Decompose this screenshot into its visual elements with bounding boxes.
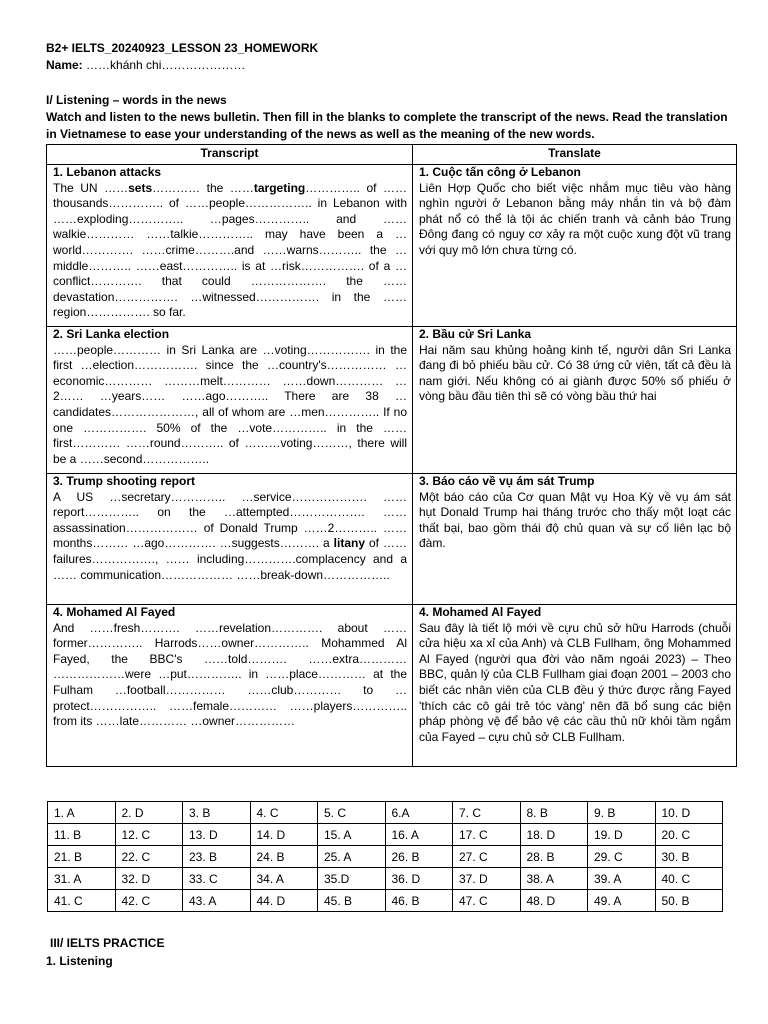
answer-cell: 44. D <box>250 890 318 912</box>
answer-cell: 11. B <box>48 824 116 846</box>
section-3-title: III/ IELTS PRACTICE <box>50 936 165 950</box>
answer-cell: 18. D <box>520 824 588 846</box>
table-row <box>47 165 737 327</box>
translate-text: Hai năm sau khủng hoảng kinh tế, người dân Sri Lanka đang đi bỏ phiếu bầu cử. Có 38 ứng cử viên, tất cả đều là nam giới. Nếu không có ai giành được 50% số phiếu ở vòng bầu đầu tiên thì sẽ có vòng bầu thứ hai <box>419 342 731 404</box>
answer-cell: 10. D <box>655 802 723 824</box>
transcript-text: ……people………… in Sri Lanka are …voting……………. in the first …election……………. since the …country's…………… … economic………… ………melt………… ……down………… …2…… …years…… ……ago……….. There are 38 … candidates…………………, all of whom are …men………….. If no one ……………. 50% of the …vote………….. in the …… first………… ……round……….. of ………voting………, there will be a ……second…………….. <box>53 342 407 466</box>
transcript-cell-fayed <box>47 605 413 767</box>
answer-cell: 35.D <box>318 868 386 890</box>
answer-key-table <box>47 801 723 912</box>
answer-cell: 21. B <box>48 846 116 868</box>
answer-cell: 25. A <box>318 846 386 868</box>
table-row <box>48 846 723 868</box>
transcript-table-header <box>47 145 737 165</box>
answer-cell: 37. D <box>453 868 521 890</box>
translate-cell-sri-lanka <box>413 327 737 474</box>
table-row <box>48 802 723 824</box>
transcript-cell-lebanon <box>47 165 413 327</box>
answer-cell: 14. D <box>250 824 318 846</box>
answer-cell: 3. B <box>183 802 251 824</box>
translate-text: Sau đây là tiết lộ mới về cựu chủ sở hữu Harrods (chuỗi cửa hiệu xa xỉ của Anh) và CLB Fullham, ông Mohammed Al Fayed (người qua đời vào năm ngoái 2023) – Theo BBC, quản lý của CLB Fullham giai đoạn 2001 – 2003 cho biết các nhân viên của CLB đều ý thức được rằng Fayed 'thích các cô gái trẻ tóc vàng' nên đã bổ sung các biện pháp phòng vệ để bảo vệ các cầu thủ nữ khỏi tầm ngắm của Fayed – cựu chủ sở CLB Fullham. <box>419 620 731 744</box>
answer-cell: 27. C <box>453 846 521 868</box>
transcript-table <box>46 144 737 767</box>
answer-cell: 34. A <box>250 868 318 890</box>
transcript-cell-sri-lanka <box>47 327 413 474</box>
answer-cell: 50. B <box>655 890 723 912</box>
section-1-title: I/ Listening – words in the news <box>46 93 227 107</box>
table-row <box>47 605 737 767</box>
answer-cell: 30. B <box>655 846 723 868</box>
transcript-text: ………… the …… <box>152 180 254 195</box>
translate-title-lebanon: 1. Cuộc tấn công ở Lebanon <box>419 165 581 179</box>
transcript-cell-trump <box>47 474 413 605</box>
answer-cell: 15. A <box>318 824 386 846</box>
section-3-subtitle: 1. Listening <box>46 954 113 968</box>
name-value: ……khánh chi………………… <box>86 58 246 72</box>
answer-cell: 8. B <box>520 802 588 824</box>
filled-word: sets <box>128 180 153 195</box>
transcript-title-lebanon: 1. Lebanon attacks <box>53 165 162 179</box>
translate-cell-fayed <box>413 605 737 767</box>
answer-cell: 45. B <box>318 890 386 912</box>
answer-cell: 22. C <box>115 846 183 868</box>
filled-word: litany <box>333 536 366 551</box>
answer-cell: 48. D <box>520 890 588 912</box>
answer-cell: 4. C <box>250 802 318 824</box>
transcript-text: A US …secretary………….. …service………………. …… report………….. on the …attempted………………. …… assassination……………… of Donald Trump ……2……….. ……months……… …ago…………. …suggests………. a <box>53 489 407 551</box>
table-row <box>47 327 737 474</box>
name-line <box>46 57 736 74</box>
answer-cell: 38. A <box>520 868 588 890</box>
answer-cell: 24. B <box>250 846 318 868</box>
answer-cell: 41. C <box>48 890 116 912</box>
answer-cell: 6.A <box>385 802 453 824</box>
table-row <box>48 890 723 912</box>
filled-word: targeting <box>253 180 306 195</box>
translate-text: Một báo cáo của Cơ quan Mật vụ Hoa Kỳ về vụ ám sát hụt Donald Trump hai tháng trước cho thấy một loạt các thất bại, bao gồm thái độ chủ quan và sự cố liên lạc bộ đàm. <box>419 489 731 551</box>
answer-cell: 17. C <box>453 824 521 846</box>
answer-cell: 5. C <box>318 802 386 824</box>
table-row <box>48 824 723 846</box>
translate-title-trump: 3. Báo cáo về vụ ám sát Trump <box>419 474 595 488</box>
answer-cell: 33. C <box>183 868 251 890</box>
translate-text: Liên Hợp Quốc cho biết việc nhắm mục tiêu vào hàng nghìn người ở Lebanon bằng máy nhắn tin và bộ đàm phát nổ có thể là tội ác chiến tranh và cảnh báo Trung Đông đang có nguy cơ xảy ra một cuộc xung đột vũ trang với quy mô lớn chưa từng có. <box>419 180 731 257</box>
transcript-title-sri-lanka: 2. Sri Lanka election <box>53 327 170 341</box>
section-3-block <box>46 934 164 970</box>
translate-cell-lebanon <box>413 165 737 327</box>
transcript-text: of ……failures……………., …… including………….complacency and a …… communication……………… ……break-down…………….. <box>53 536 407 582</box>
answer-cell: 39. A <box>588 868 656 890</box>
col-header-transcript: Transcript <box>47 145 413 165</box>
table-row <box>48 868 723 890</box>
table-row <box>47 474 737 605</box>
col-header-translate: Translate <box>413 145 737 165</box>
answer-cell: 36. D <box>385 868 453 890</box>
answer-cell: 23. B <box>183 846 251 868</box>
section-1-instructions: Watch and listen to the news bulletin. Then fill in the blanks to complete the transcript of the news. Read the translation in Vietnamese to ease your understanding of the news as well as the meaning of the new words. <box>46 110 728 141</box>
document-title: B2+ IELTS_20240923_LESSON 23_HOMEWORK <box>46 41 319 55</box>
transcript-text: The UN …… <box>53 180 129 195</box>
answer-cell: 43. A <box>183 890 251 912</box>
transcript-title-fayed: 4. Mohamed Al Fayed <box>53 605 176 619</box>
translate-title-fayed: 4. Mohamed Al Fayed <box>419 605 542 619</box>
answer-cell: 46. B <box>385 890 453 912</box>
answer-cell: 7. C <box>453 802 521 824</box>
transcript-text: And ……fresh………. ……revelation…………. about …… former………….. Harrods……owner………….. Mohammed Al Fayed, the BBC's ……told………. ……extra………… ………………were …put………….. in ……place………… at the Fulham …football…………… ……club………… to … protect…………….. ……female………… ……players………….. from its ……late………… …owner…………… <box>53 620 407 729</box>
name-label: Name: <box>46 58 83 72</box>
translate-cell-trump <box>413 474 737 605</box>
answer-cell: 13. D <box>183 824 251 846</box>
answer-cell: 42. C <box>115 890 183 912</box>
answer-cell: 32. D <box>115 868 183 890</box>
document-page <box>46 40 736 767</box>
answer-cell: 26. B <box>385 846 453 868</box>
answer-cell: 49. A <box>588 890 656 912</box>
answer-cell: 31. A <box>48 868 116 890</box>
answer-cell: 9. B <box>588 802 656 824</box>
answer-cell: 19. D <box>588 824 656 846</box>
answer-cell: 47. C <box>453 890 521 912</box>
answer-cell: 28. B <box>520 846 588 868</box>
answer-cell: 20. C <box>655 824 723 846</box>
answer-cell: 40. C <box>655 868 723 890</box>
answer-cell: 12. C <box>115 824 183 846</box>
answer-cell: 29. C <box>588 846 656 868</box>
translate-title-sri-lanka: 2. Bầu cử Sri Lanka <box>419 327 532 341</box>
transcript-title-trump: 3. Trump shooting report <box>53 474 196 488</box>
answer-cell: 1. A <box>48 802 116 824</box>
transcript-text: ………….. of …… thousands………….. of ……people…………….. in Lebanon with ……exploding………….. …pages………….. and …… walkie………… ……talkie………….. may have been a … world…………. ……crime……….and ……warns……….. the …middle……….. ……east………….. is at …risk……………. of a …conflict…………. that could ………………. the …… devastation……………. …witnessed……………. in the …… region……………. so far. <box>53 180 407 320</box>
answer-cell: 2. D <box>115 802 183 824</box>
answer-cell: 16. A <box>385 824 453 846</box>
